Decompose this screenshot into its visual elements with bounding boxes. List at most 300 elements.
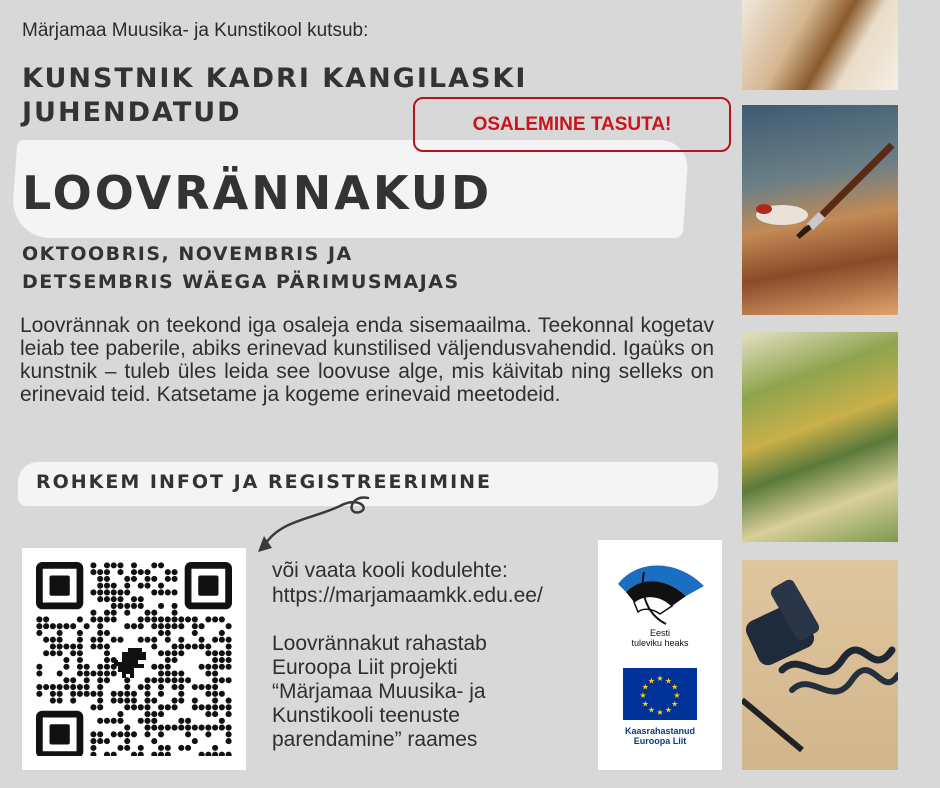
qr-module xyxy=(117,596,123,602)
qr-module xyxy=(172,650,178,656)
qr-module xyxy=(104,677,110,683)
qr-module xyxy=(104,596,110,602)
qr-module xyxy=(144,731,150,737)
eu-stars-icon xyxy=(623,668,697,720)
qr-module xyxy=(158,704,164,710)
qr-module xyxy=(226,738,232,744)
paintbrush-icon xyxy=(742,105,898,315)
qr-module xyxy=(90,745,96,751)
qr-module xyxy=(138,752,144,756)
qr-module xyxy=(36,691,42,697)
qr-module xyxy=(192,704,198,710)
eu-logo-line-1: Kaasrahastanud xyxy=(624,726,696,736)
funding-text xyxy=(272,632,572,752)
qr-module xyxy=(165,650,171,656)
qr-module xyxy=(117,562,123,568)
qr-module xyxy=(199,684,205,690)
qr-module xyxy=(57,670,63,676)
qr-module xyxy=(131,569,137,575)
subtitle-line-2: DETSEMBRIS WÄEGA PÄRIMUSMAJAS xyxy=(22,271,460,293)
qr-module xyxy=(124,738,130,744)
qr-module xyxy=(43,650,49,656)
qr-module xyxy=(212,711,218,717)
qr-module xyxy=(131,576,137,582)
qr-module xyxy=(219,650,225,656)
qr-module xyxy=(185,725,191,731)
qr-module xyxy=(104,650,110,656)
qr-module xyxy=(77,643,83,649)
qr-module xyxy=(151,725,157,731)
qr-module xyxy=(158,725,164,731)
qr-module xyxy=(144,725,150,731)
qr-module xyxy=(97,576,103,582)
qr-module xyxy=(192,623,198,629)
qr-module xyxy=(124,583,130,589)
qr-module xyxy=(212,664,218,670)
qr-module xyxy=(172,623,178,629)
qr-module xyxy=(192,684,198,690)
qr-module xyxy=(84,623,90,629)
qr-module xyxy=(144,684,150,690)
qr-module xyxy=(84,684,90,690)
qr-module xyxy=(151,616,157,622)
qr-module xyxy=(158,603,164,609)
eu-star-icon: ★ xyxy=(656,708,664,717)
qr-module xyxy=(117,731,123,737)
qr-module xyxy=(151,637,157,643)
curved-arrow-icon xyxy=(250,490,390,560)
website-label: või vaata kooli kodulehte: xyxy=(272,559,508,582)
qr-module xyxy=(212,752,218,756)
eu-star-icon: ★ xyxy=(647,676,656,686)
qr-module xyxy=(138,616,144,622)
qr-module xyxy=(111,637,117,643)
qr-module xyxy=(131,596,137,602)
qr-module xyxy=(219,691,225,697)
qr-module xyxy=(117,637,123,643)
qr-module xyxy=(178,616,184,622)
qr-module xyxy=(151,576,157,582)
qr-module xyxy=(36,684,42,690)
qr-module xyxy=(219,725,225,731)
qr-module xyxy=(117,589,123,595)
eu-star-icon: ★ xyxy=(641,682,649,692)
qr-module xyxy=(158,562,164,568)
qr-module xyxy=(111,718,117,724)
qr-module xyxy=(77,657,83,663)
qr-module xyxy=(158,589,164,595)
qr-module xyxy=(151,589,157,595)
qr-module xyxy=(178,725,184,731)
qr-module xyxy=(104,616,110,622)
qr-module xyxy=(90,589,96,595)
qr-module xyxy=(90,691,96,697)
qr-module xyxy=(151,623,157,629)
qr-module xyxy=(192,738,198,744)
qr-module xyxy=(90,616,96,622)
qr-module xyxy=(212,698,218,704)
qr-module xyxy=(172,643,178,649)
qr-module xyxy=(104,670,110,676)
qr-module xyxy=(90,704,96,710)
qr-module xyxy=(226,731,232,737)
qr-module xyxy=(226,704,232,710)
qr-finder-inner xyxy=(50,724,70,744)
qr-module xyxy=(104,752,110,756)
funding-line-4: Kunstikooli teenuste xyxy=(272,704,460,727)
website-url-link[interactable]: https://marjamaamkk.edu.ee/ xyxy=(272,584,543,607)
qr-module xyxy=(50,637,56,643)
qr-module xyxy=(117,603,123,609)
qr-module xyxy=(57,623,63,629)
qr-module xyxy=(158,630,164,636)
qr-module xyxy=(158,650,164,656)
qr-module xyxy=(50,684,56,690)
qr-module xyxy=(104,718,110,724)
qr-module xyxy=(70,684,76,690)
qr-module xyxy=(165,657,171,663)
eu-star-icon: ★ xyxy=(639,691,647,700)
qr-module xyxy=(117,745,123,751)
qr-module xyxy=(104,630,110,636)
qr-module xyxy=(57,630,63,636)
qr-module xyxy=(117,711,123,717)
qr-module xyxy=(43,616,49,622)
qr-module xyxy=(50,698,56,704)
qr-module xyxy=(97,643,103,649)
qr-module xyxy=(97,637,103,643)
qr-module xyxy=(131,691,137,697)
qr-module xyxy=(151,664,157,670)
sponsor-logos xyxy=(598,540,722,770)
qr-module xyxy=(97,583,103,589)
qr-module xyxy=(165,745,171,751)
qr-module xyxy=(185,731,191,737)
qr-module xyxy=(97,677,103,683)
qr-module xyxy=(138,684,144,690)
qr-module xyxy=(165,677,171,683)
qr-module xyxy=(104,583,110,589)
qr-module xyxy=(57,637,63,643)
qr-module xyxy=(205,664,211,670)
qr-module xyxy=(172,569,178,575)
qr-module xyxy=(172,657,178,663)
qr-module xyxy=(212,745,218,751)
qr-module xyxy=(117,691,123,697)
qr-module xyxy=(43,637,49,643)
qr-module xyxy=(131,698,137,704)
qr-module xyxy=(212,650,218,656)
qr-module xyxy=(77,630,83,636)
qr-module xyxy=(90,637,96,643)
qr-module xyxy=(97,698,103,704)
eu-logo-caption xyxy=(604,726,716,746)
qr-module xyxy=(111,610,117,616)
qr-module xyxy=(178,698,184,704)
qr-module xyxy=(158,664,164,670)
qr-module xyxy=(199,664,205,670)
qr-module xyxy=(131,704,137,710)
dinosaur-icon xyxy=(114,648,146,678)
qr-module xyxy=(138,596,144,602)
qr-module xyxy=(199,643,205,649)
qr-module xyxy=(199,623,205,629)
qr-module xyxy=(165,589,171,595)
qr-module xyxy=(50,650,56,656)
charcoal-pastel-photo xyxy=(742,560,898,770)
funding-line-3: “Märjamaa Muusika- ja xyxy=(272,680,486,703)
estonia-logo-line-1: Eesti xyxy=(649,628,670,638)
qr-module xyxy=(138,603,144,609)
qr-module xyxy=(63,664,69,670)
estonia-logo-line-2: tuleviku heaks xyxy=(631,638,689,648)
qr-module xyxy=(57,691,63,697)
qr-module xyxy=(43,623,49,629)
qr-module xyxy=(165,576,171,582)
qr-module xyxy=(111,562,117,568)
qr-module xyxy=(205,670,211,676)
website-block xyxy=(272,558,543,608)
qr-module xyxy=(226,752,232,756)
qr-module xyxy=(144,691,150,697)
eu-logo-line-2: Euroopa Liit xyxy=(633,736,687,746)
description: Loovrännak on teekond iga osaleja enda sisemaailma. Teekonnal kogetav leiab tee paberile, abiks erinevad kunstilised väljendusvahendid. Igaüks on kunstnik – tuleb üles leida see loovuse alge, mis käivitab ning selleks on erinevaid teid. Katsetame ja kogeme erinevaid meetodeid. xyxy=(20,314,714,406)
qr-module xyxy=(144,637,150,643)
qr-module xyxy=(144,616,150,622)
qr-module xyxy=(172,704,178,710)
qr-module xyxy=(205,711,211,717)
qr-module xyxy=(97,704,103,710)
eu-star-icon: ★ xyxy=(664,705,673,715)
qr-module xyxy=(185,677,191,683)
qr-module xyxy=(158,731,164,737)
funding-line-1: Loovrännakut rahastab xyxy=(272,632,487,655)
qr-module xyxy=(151,677,157,683)
qr-module xyxy=(172,610,178,616)
qr-module xyxy=(124,623,130,629)
qr-module xyxy=(84,677,90,683)
qr-module xyxy=(90,610,96,616)
qr-module xyxy=(151,698,157,704)
qr-module xyxy=(151,752,157,756)
qr-module xyxy=(90,731,96,737)
qr-module xyxy=(212,616,218,622)
qr-module xyxy=(84,670,90,676)
qr-module xyxy=(219,664,225,670)
qr-module xyxy=(124,576,130,582)
qr-module xyxy=(138,718,144,724)
funding-line-2: Euroopa Liit projekti xyxy=(272,656,458,679)
subtitle-line-1: OKTOOBRIS, NOVEMBRIS JA xyxy=(22,243,353,265)
qr-module xyxy=(219,704,225,710)
qr-module xyxy=(111,752,117,756)
eu-star-icon: ★ xyxy=(647,705,656,715)
qr-module xyxy=(205,725,211,731)
qr-module xyxy=(172,684,178,690)
qr-module xyxy=(124,698,130,704)
qr-module xyxy=(219,718,225,724)
heading-line-2: JUHENDATUD xyxy=(22,97,242,128)
qr-module xyxy=(43,684,49,690)
qr-module xyxy=(104,664,110,670)
qr-module xyxy=(77,650,83,656)
qr-module xyxy=(151,711,157,717)
qr-module xyxy=(172,616,178,622)
qr-module xyxy=(77,637,83,643)
qr-module xyxy=(165,725,171,731)
qr-module xyxy=(172,677,178,683)
qr-module xyxy=(199,704,205,710)
qr-module xyxy=(165,670,171,676)
qr-module xyxy=(84,664,90,670)
qr-module xyxy=(97,731,103,737)
eu-star-icon: ★ xyxy=(671,699,679,709)
estonia-logo-caption xyxy=(608,628,712,648)
qr-module xyxy=(97,738,103,744)
qr-module xyxy=(57,698,63,704)
qr-module xyxy=(144,704,150,710)
qr-module xyxy=(205,691,211,697)
qr-module xyxy=(158,691,164,697)
qr-module xyxy=(104,738,110,744)
qr-module xyxy=(178,691,184,697)
qr-module xyxy=(192,698,198,704)
qr-module xyxy=(212,677,218,683)
qr-module xyxy=(151,718,157,724)
qr-module xyxy=(57,643,63,649)
qr-module xyxy=(151,610,157,616)
qr-module xyxy=(158,623,164,629)
qr-module xyxy=(104,576,110,582)
qr-module xyxy=(212,637,218,643)
qr-module xyxy=(90,643,96,649)
qr-module xyxy=(36,670,42,676)
paintbrush-palette-photo xyxy=(742,105,898,315)
eu-flag-icon xyxy=(623,668,697,720)
heading-line-1: KUNSTNIK KADRI KANGILASKI xyxy=(22,63,528,94)
qr-module xyxy=(226,657,232,663)
qr-module xyxy=(192,630,198,636)
qr-module xyxy=(172,698,178,704)
qr-module xyxy=(104,569,110,575)
qr-module xyxy=(111,616,117,622)
more-info-registration-link[interactable]: ROHKEM INFOT JA REGISTREERIMINE xyxy=(36,471,493,493)
qr-module xyxy=(77,616,83,622)
eu-star-icon: ★ xyxy=(664,676,673,686)
qr-module xyxy=(124,603,130,609)
qr-module xyxy=(158,670,164,676)
qr-module xyxy=(138,704,144,710)
qr-module xyxy=(77,664,83,670)
qr-module xyxy=(205,643,211,649)
qr-module xyxy=(226,711,232,717)
qr-module xyxy=(97,596,103,602)
qr-module xyxy=(226,664,232,670)
qr-module xyxy=(172,725,178,731)
qr-module xyxy=(199,752,205,756)
qr-module xyxy=(219,657,225,663)
qr-module xyxy=(212,725,218,731)
qr-module xyxy=(158,684,164,690)
qr-module xyxy=(111,589,117,595)
qr-module xyxy=(111,691,117,697)
qr-module xyxy=(124,704,130,710)
qr-module xyxy=(97,630,103,636)
qr-module xyxy=(199,637,205,643)
estonia-future-logo-icon xyxy=(616,562,706,626)
qr-module xyxy=(70,650,76,656)
qr-module xyxy=(158,752,164,756)
qr-module xyxy=(205,731,211,737)
qr-module xyxy=(97,718,103,724)
qr-module xyxy=(117,718,123,724)
qr-module xyxy=(144,569,150,575)
qr-module xyxy=(158,616,164,622)
qr-module xyxy=(212,704,218,710)
qr-module xyxy=(138,637,144,643)
qr-module xyxy=(165,569,171,575)
qr-module xyxy=(90,670,96,676)
qr-module xyxy=(104,643,110,649)
qr-module xyxy=(57,650,63,656)
qr-module xyxy=(97,623,103,629)
qr-module xyxy=(205,616,211,622)
qr-module xyxy=(212,684,218,690)
qr-module xyxy=(124,691,130,697)
qr-module xyxy=(50,623,56,629)
qr-module xyxy=(172,576,178,582)
qr-module xyxy=(172,589,178,595)
qr-module xyxy=(165,623,171,629)
qr-module xyxy=(36,630,42,636)
qr-module xyxy=(165,704,171,710)
qr-module xyxy=(124,589,130,595)
qr-module xyxy=(178,745,184,751)
qr-module xyxy=(192,725,198,731)
qr-module xyxy=(226,623,232,629)
qr-module xyxy=(192,616,198,622)
qr-module xyxy=(165,752,171,756)
qr-module xyxy=(138,745,144,751)
qr-module xyxy=(178,637,184,643)
qr-module xyxy=(226,698,232,704)
qr-module xyxy=(212,670,218,676)
qr-code[interactable] xyxy=(22,548,246,770)
qr-module xyxy=(205,650,211,656)
qr-module xyxy=(219,630,225,636)
qr-module xyxy=(172,603,178,609)
qr-module xyxy=(158,677,164,683)
qr-module xyxy=(90,752,96,756)
qr-module xyxy=(124,684,130,690)
qr-module xyxy=(63,623,69,629)
qr-module xyxy=(50,691,56,697)
qr-module xyxy=(97,664,103,670)
qr-module xyxy=(165,616,171,622)
qr-finder-inner xyxy=(198,576,218,596)
qr-module xyxy=(57,684,63,690)
qr-module xyxy=(70,691,76,697)
eu-star-icon: ★ xyxy=(673,691,681,700)
qr-module xyxy=(70,643,76,649)
qr-module xyxy=(111,603,117,609)
qr-module xyxy=(226,725,232,731)
qr-module xyxy=(124,731,130,737)
qr-module xyxy=(124,725,130,731)
qr-module xyxy=(84,691,90,697)
qr-module xyxy=(185,616,191,622)
qr-module xyxy=(185,643,191,649)
